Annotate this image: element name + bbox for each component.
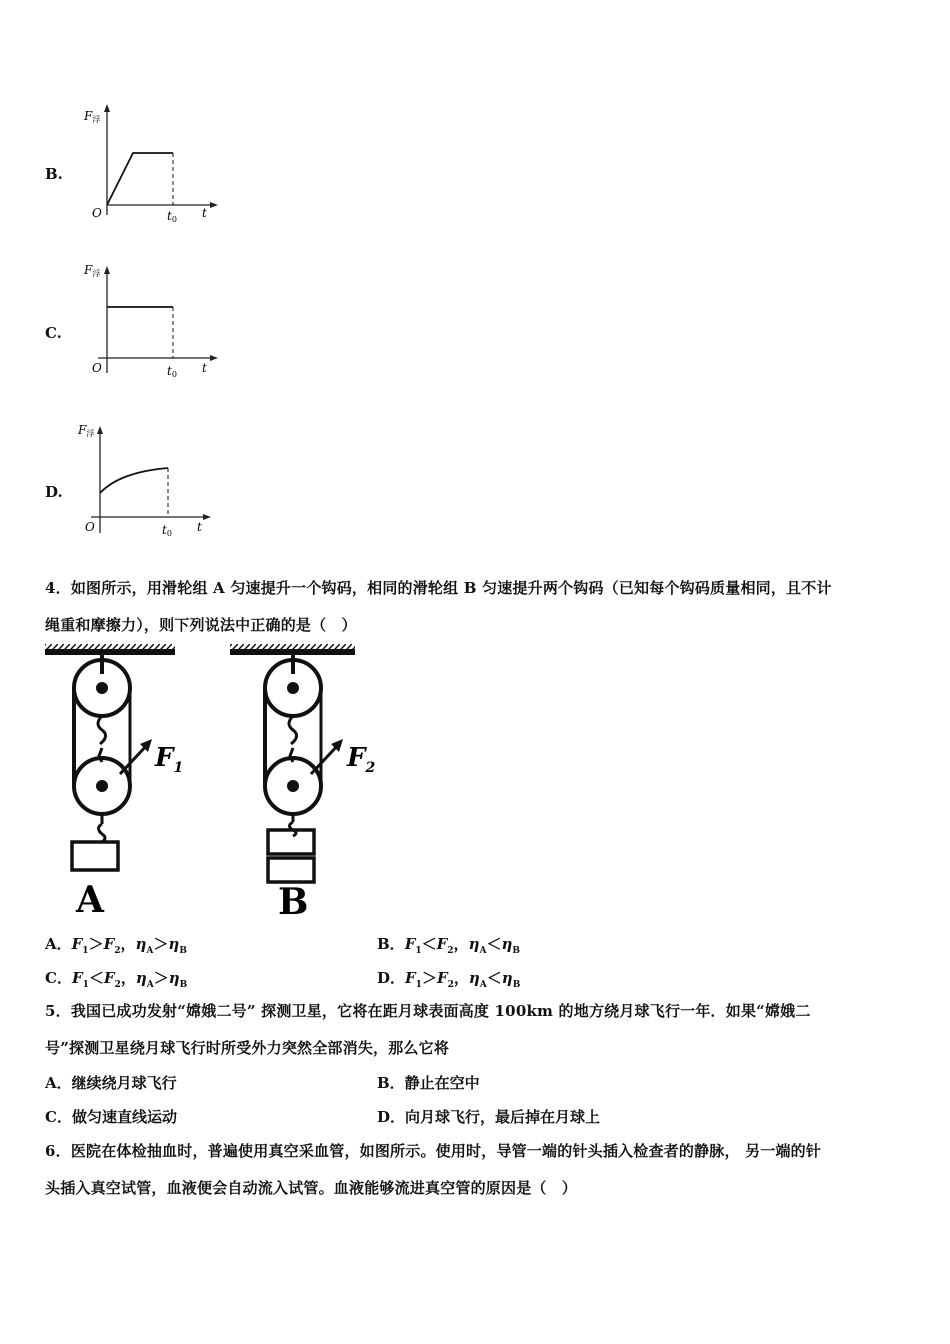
origin-label: O <box>92 361 102 375</box>
q4-option-b[interactable]: B．$F_1<F_2$，$\eta_A<\eta_B$ <box>377 935 520 956</box>
pulley-figure <box>40 644 400 924</box>
t0-label: t0 <box>167 209 177 224</box>
label-a: A <box>76 879 104 921</box>
q4-line2: 绳重和摩擦力），则下列说法中正确的是（ ） <box>45 616 357 634</box>
y-axis-label: F浮 <box>84 263 101 278</box>
x-axis-label: t <box>202 361 207 375</box>
t0-label: t0 <box>167 364 177 379</box>
x-axis-arrow <box>203 514 211 520</box>
q5-line2: 号”探测卫星绕月球飞行时所受外力突然全部消失，那么它将 <box>45 1039 450 1057</box>
weight-b-top <box>268 830 314 854</box>
y-axis-label: F浮 <box>78 423 95 438</box>
q4-option-d[interactable]: D．$F_1>F_2$，$\eta_A<\eta_B$ <box>377 969 521 990</box>
q5-option-b[interactable]: B．静止在空中 <box>377 1074 480 1092</box>
origin-label: O <box>85 520 95 534</box>
q6-line2: 头插入真空试管，血液便会自动流入试管。血液能够流进真空管的原因是（ ） <box>45 1179 578 1197</box>
x-axis-arrow <box>210 355 218 361</box>
x-axis-label: t <box>202 206 207 220</box>
pulley-system-a <box>45 644 183 921</box>
q5-option-a[interactable]: A．继续绕月球飞行 <box>45 1074 177 1092</box>
x-axis-arrow <box>210 202 218 208</box>
x-axis-label: t <box>197 520 202 534</box>
option-b-label: B. <box>45 165 63 183</box>
q5-option-c[interactable]: C．做匀速直线运动 <box>45 1108 177 1126</box>
weight-a <box>72 842 118 870</box>
curve <box>107 153 173 205</box>
curve <box>100 468 168 493</box>
y-axis-label: F浮 <box>84 109 101 124</box>
option-d-label: D. <box>45 483 63 501</box>
q4-option-a[interactable]: A．$F_1>F_2$，$\eta_A>\eta_B$ <box>45 935 187 956</box>
y-axis-arrow <box>104 266 110 274</box>
q5-option-d[interactable]: D．向月球飞行，最后掉在月球上 <box>377 1108 601 1126</box>
graph-b <box>80 100 225 225</box>
q4-option-c[interactable]: C．$F_1<F_2$，$\eta_A>\eta_B$ <box>45 969 188 990</box>
graph-d <box>75 418 220 543</box>
weight-b-bottom <box>268 858 314 882</box>
t0-label: t0 <box>162 523 172 538</box>
y-axis-arrow <box>104 104 110 112</box>
option-c-label: C. <box>45 324 62 342</box>
force-f2-label: $F_2$ <box>347 743 376 776</box>
force-f1-label: $F_1$ <box>155 743 184 776</box>
q4-line1: 4．如图所示，用滑轮组 A 匀速提升一个钩码，相同的滑轮组 B 匀速提升两个钩码（已知每个钩码质量相同，且不计 <box>45 579 832 597</box>
y-axis-arrow <box>97 426 103 434</box>
pulley-system-b <box>230 644 375 923</box>
q5-line1: 5．我国已成功发射“嫦娥二号” 探测卫星，它将在距月球表面高度 100km 的地方绕月球飞行一年．如果“嫦娥二 <box>45 1002 811 1020</box>
origin-label: O <box>92 206 102 220</box>
q6-line1: 6．医院在体检抽血时，普遍使用真空采血管，如图所示。使用时，导管一端的针头插入检查者的静脉， 另一端的针 <box>45 1142 822 1160</box>
label-b: B <box>278 881 309 923</box>
graph-c <box>80 258 225 383</box>
